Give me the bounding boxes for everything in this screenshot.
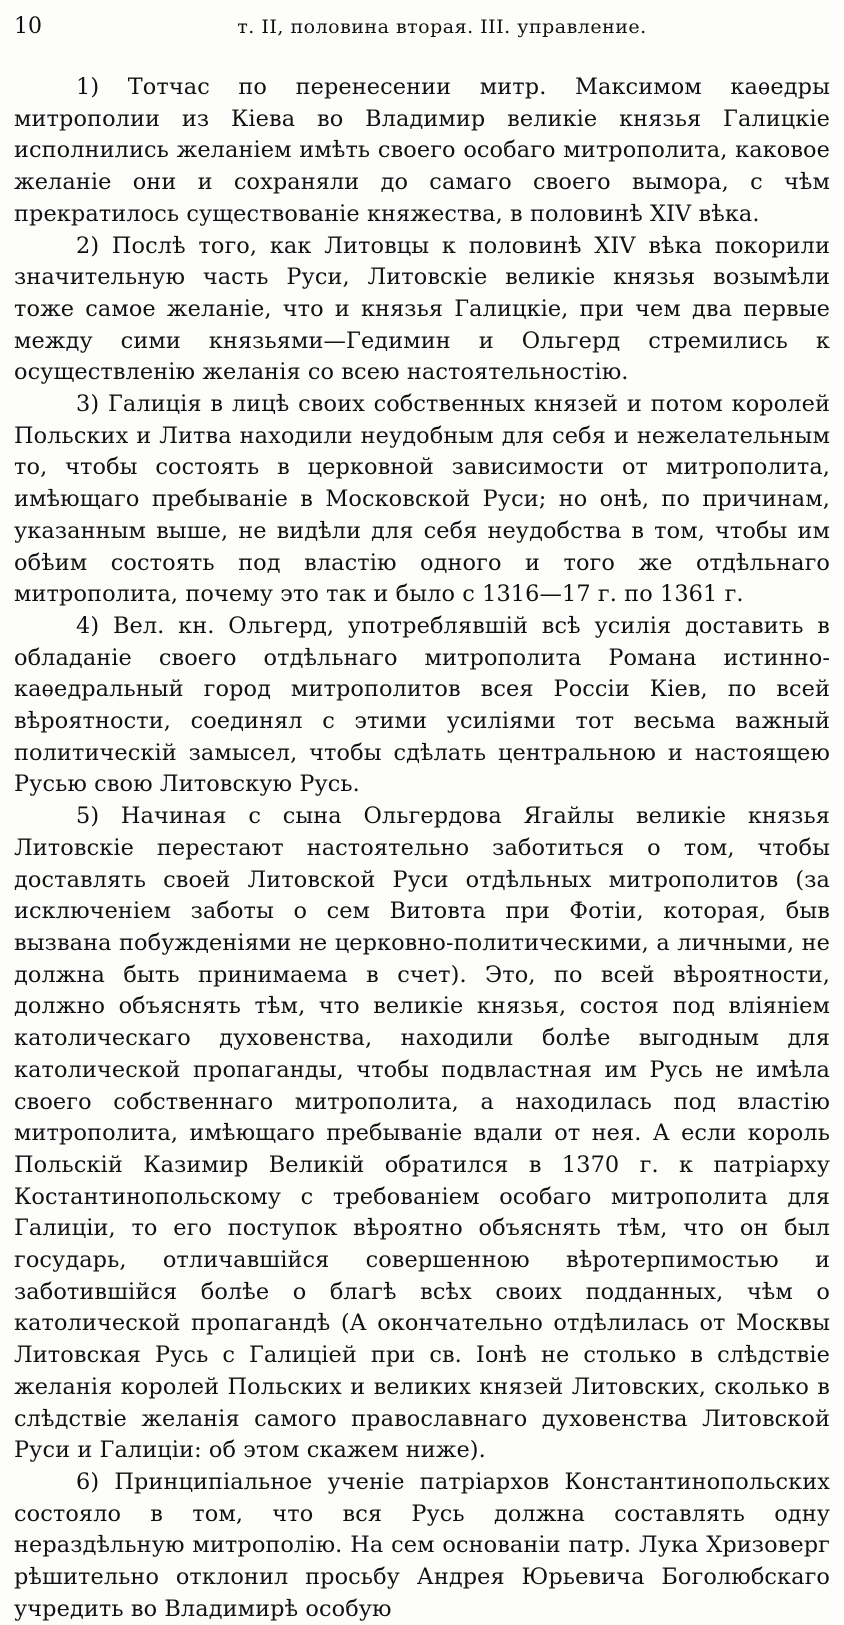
paragraph-6: 6) Принципіальное ученіе патріархов Константинопольских состояло в том, что вся Русь должна составлять одну нераздѣльную митрополію. На сем основаніи патр. Лука Хризоверг рѣшительно отклонил просьбу Андрея Юрьевича Боголюбскаго учредить во Владимирѣ особую <box>14 1468 830 1622</box>
paragraph-5: 5) Начиная с сына Ольгердова Ягайлы великіе князья Литовскіе перестают настоятельно заботиться о том, чтобы доставлять своей Литовской Руси отдѣльных митрополитов (за исключеніем заботы о сем Витовта при Фотіи, которая, быв вызвана побужденіями не церковно-политическими, а личными, не должна быть принимаема в счет). Это, по всей вѣроятности, должно объяснять тѣм, что великіе князья, состоя под вліяніем католическаго духовенства, находили болѣе выгодным для католической пропаганды, чтобы подвластная им Русь не имѣла своего собственнаго митрополита, а находилась под властію митрополита, имѣющаго пребываніе вдали от нея. А если король Польскій Казимир Великій обратился в 1370 г. к патріарху Костантинопольскому с требованіем особаго митрополита для Галиціи, то его поступок вѣроятно объяснять тѣм, что он был государь, отличавшійся совершенною вѣротерпимостью и заботившійся болѣе о благѣ всѣх своих подданных, чѣм о католической пропагандѣ (А окончательно отдѣлилась от Москвы Литовская Русь с Галиціей при св. Іонѣ не столько в слѣдствіе желанія королей Польских и великих князей Литовских, сколько в слѣдствіе желанія самого православнаго духовенства Литовской Руси и Галиціи: об этом скажем ниже). <box>14 803 830 1464</box>
page-number: 10 <box>14 14 42 39</box>
running-title: т. II, половина вторая. III. управление. <box>237 16 647 38</box>
paragraph-3: 3) Галиція в лицѣ своих собственных князей и потом королей Польских и Литва находили неудобным для себя и нежелательным то, чтобы состоять в церковной зависимости от митрополита, имѣющаго пребываніе в Московской Руси; но онѣ, по причинам, указанным выше, не видѣли для себя неудобства в том, чтобы им обѣим состоять под властію одного и того же отдѣльнаго митрополита, почему это так и было с 1316—17 г. по 1361 г. <box>14 391 830 608</box>
page-body <box>14 72 830 1625</box>
page-header <box>14 14 830 44</box>
paragraph-4: 4) Вел. кн. Ольгерд, употреблявшій всѣ усилія доставить в обладаніе своего отдѣльнаго митрополита Романа истинно-каѳедральный город митрополитов всея Россіи Кіев, по всей вѣроятности, соединял с этими усиліями тот весьма важный политическій замысел, чтобы сдѣлать центральною и настоящею Русью свою Литовскую Русь. <box>14 612 830 798</box>
paragraph-1: 1) Тотчас по перенесении митр. Максимом каѳедры митрополии из Кіева во Владимир великіе князья Галицкіе исполнились желаніем имѣть своего особаго митрополита, каковое желаніе они и сохраняли до самаго своего вымора, с чѣм прекратилось существованіе княжества, в половинѣ XIV вѣка. <box>14 74 830 227</box>
paragraph-2: 2) Послѣ того, как Литовцы к половинѣ XIV вѣка покорили значительную часть Руси, Литовскіе великіе князья возымѣли тоже самое желаніе, что и князья Галицкіе, при чем два первые между сими князьями—Гедимин и Ольгерд стремились к осуществленію желанія со всею настоятельностію. <box>14 232 830 386</box>
